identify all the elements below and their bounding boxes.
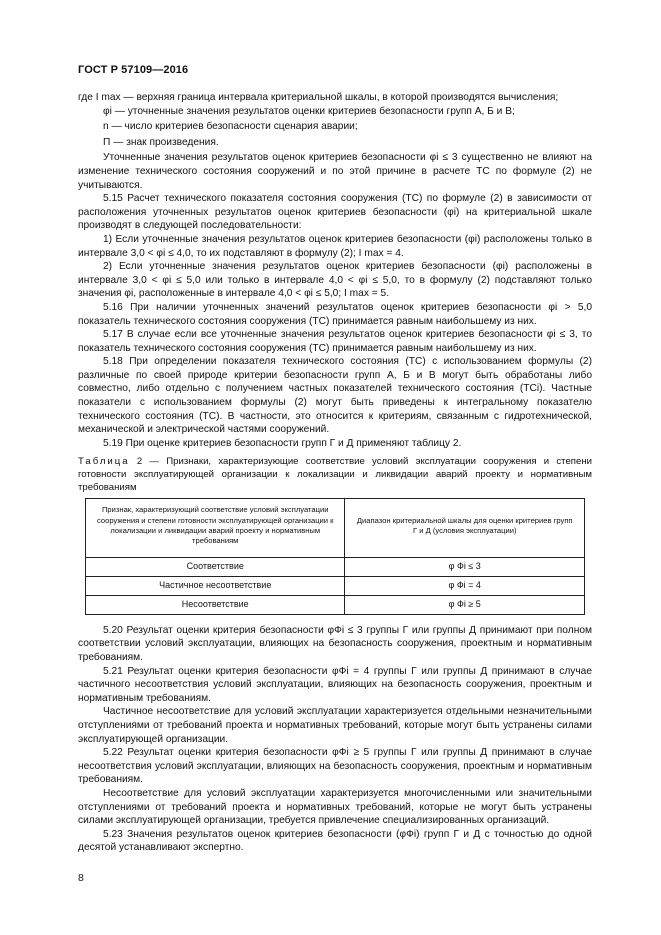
table-cell: φ Фi ≤ 3 (345, 557, 585, 576)
table-header-cell: Признак, характеризующий соответствие условий эксплуатации сооружения и степени готовности эксплуатирующей организации к локализации и ликвидации аварий проекту и нормативным требованиям (86, 499, 345, 558)
paragraph-5-18: 5.18 При определении показателя технического состояния (ТС) с использованием формулы (2) различные по своей природе критерии безопасности групп А, Б и В могут быть обработаны либо совместно, либо отдельно с получением частных показателей технического состояния (ТСi). Частные показатели с использованием формулы (2) могут быть приведены к интегральному показателю технического состояния (ТС). В частности, это относится к критериям, связанным с гидротехнической, механической и электрической частями сооружений. (78, 356, 592, 436)
criteria-table (85, 498, 585, 615)
table-caption-text: 2 — Признаки, характеризующие соответствие условий эксплуатации сооружения и степени готовности эксплуатирующей организации к локализации и ликвидации аварий проекту и нормативным требованиям (78, 456, 592, 493)
paragraph: Несоответствие для условий эксплуатации характеризуется многочисленными или значительными отступлениями от требований проекта и нормативных требований, которые не могут быть устранены силами эксплуатирующей организации, требуется привлечение специализированных организаций. (78, 787, 592, 827)
table-row (86, 576, 585, 595)
document-body (78, 91, 592, 855)
table-cell: Соответствие (86, 557, 345, 576)
paragraph-5-16: 5.16 При наличии уточненных значений результатов оценок критериев безопасности φi > 5,0 показатель технического состояния сооружения (ТС) принимается равным наибольшему из них. (78, 301, 592, 327)
paragraph-5-15-item-1: 1) Если уточненные значения результатов оценок критериев безопасности (φi) расположены только в интервале 3,0 < φi ≤ 4,0, то их подставляют в формулу (2); I max = 4. (78, 233, 592, 259)
paragraph-5-17: 5.17 В случае если все уточненные значения результатов оценок критериев безопасности φi ≤ 3, то показатель технического состояния сооружения (ТС) принимается равным наибольшему из них. (78, 329, 592, 354)
table-row (86, 557, 585, 576)
legend-item: где I max — верхняя граница интервала критериальной шкалы, в которой производятся вычисления; (78, 92, 559, 103)
paragraph: Уточненные значения результатов оценок критериев безопасности φi ≤ 3 существенно не влияют на изменение технического состояния сооружений и по этой причине в расчете ТС по формуле (2) не учитываются. (78, 152, 592, 191)
paragraph-5-19: 5.19 При оценке критериев безопасности групп Г и Д применяют таблицу 2. (103, 437, 462, 449)
legend-item: Π — знак произведения. (103, 136, 219, 148)
table-cell: φ Фi ≥ 5 (345, 595, 585, 614)
table-caption (78, 456, 592, 494)
legend-item: φi — уточненные значения результатов оценки критериев безопасности групп А, Б и В; (103, 105, 515, 117)
paragraph-5-23: 5.23 Значения результатов оценок критериев безопасности (φФi) групп Г и Д с точностью до одной десятой устанавливают экспертно. (78, 828, 592, 854)
paragraph: Частичное несоответствие для условий эксплуатации характеризуется отдельными незначительными отступлениями от требований проекта и нормативных требований, которые могут быть устранены силами эксплуатирующей организации. (78, 706, 592, 745)
paragraph-5-15: 5.15 Расчет технического показателя состояния сооружения (ТС) по формуле (2) в зависимости от расположения уточненных результатов оценок критериев безопасности (φi) на критериальной шкале производят в следующей последовательности: (78, 193, 592, 232)
table-caption-word: Таблица (78, 456, 130, 468)
paragraph-5-20: 5.20 Результат оценки критерия безопасности φФi ≤ 3 группы Г или группы Д принимают при полном соответствии условий эксплуатации, влияющих на безопасность сооружения, проектным и нормативным требованиям. (78, 624, 592, 664)
legend-item: n — число критериев безопасности сценария аварии; (103, 121, 358, 133)
paragraph-5-21: 5.21 Результат оценки критерия безопасности φФi = 4 группы Г или группы Д принимают в случае частичного несоответствия условий эксплуатации, влияющих на безопасность сооружения, проектным и нормативным требованиям. (78, 665, 592, 704)
paragraph-5-15-item-2: 2) Если уточненные значения результатов оценок критериев безопасности (φi) расположены в интервале 3,0 < φi ≤ 5,0 или только в интервале 4,0 < φi ≤ 5,0, то в формулу (2) подставляют только значения φi, расположенные в интервале 4,0 < φi ≤ 5,0; I max = 5. (78, 261, 592, 300)
table-cell: Несоответствие (86, 595, 345, 614)
table-row (86, 595, 585, 614)
table-header-cell: Диапазон критериальной шкалы для оценки критериев групп Г и Д (условия эксплуатации) (345, 499, 585, 558)
document-code-header: ГОСТ Р 57109—2016 (78, 64, 189, 76)
table-cell: φ Фi = 4 (345, 576, 585, 595)
page-number: 8 (78, 872, 84, 884)
table-cell: Частичное несоответствие (86, 576, 345, 595)
paragraph-5-22: 5.22 Результат оценки критерия безопасности φФi ≥ 5 группы Г или группы Д принимают в случае несоответствия условий эксплуатации, влияющих на безопасность сооружения, проектным и нормативным требованиям. (78, 747, 592, 786)
